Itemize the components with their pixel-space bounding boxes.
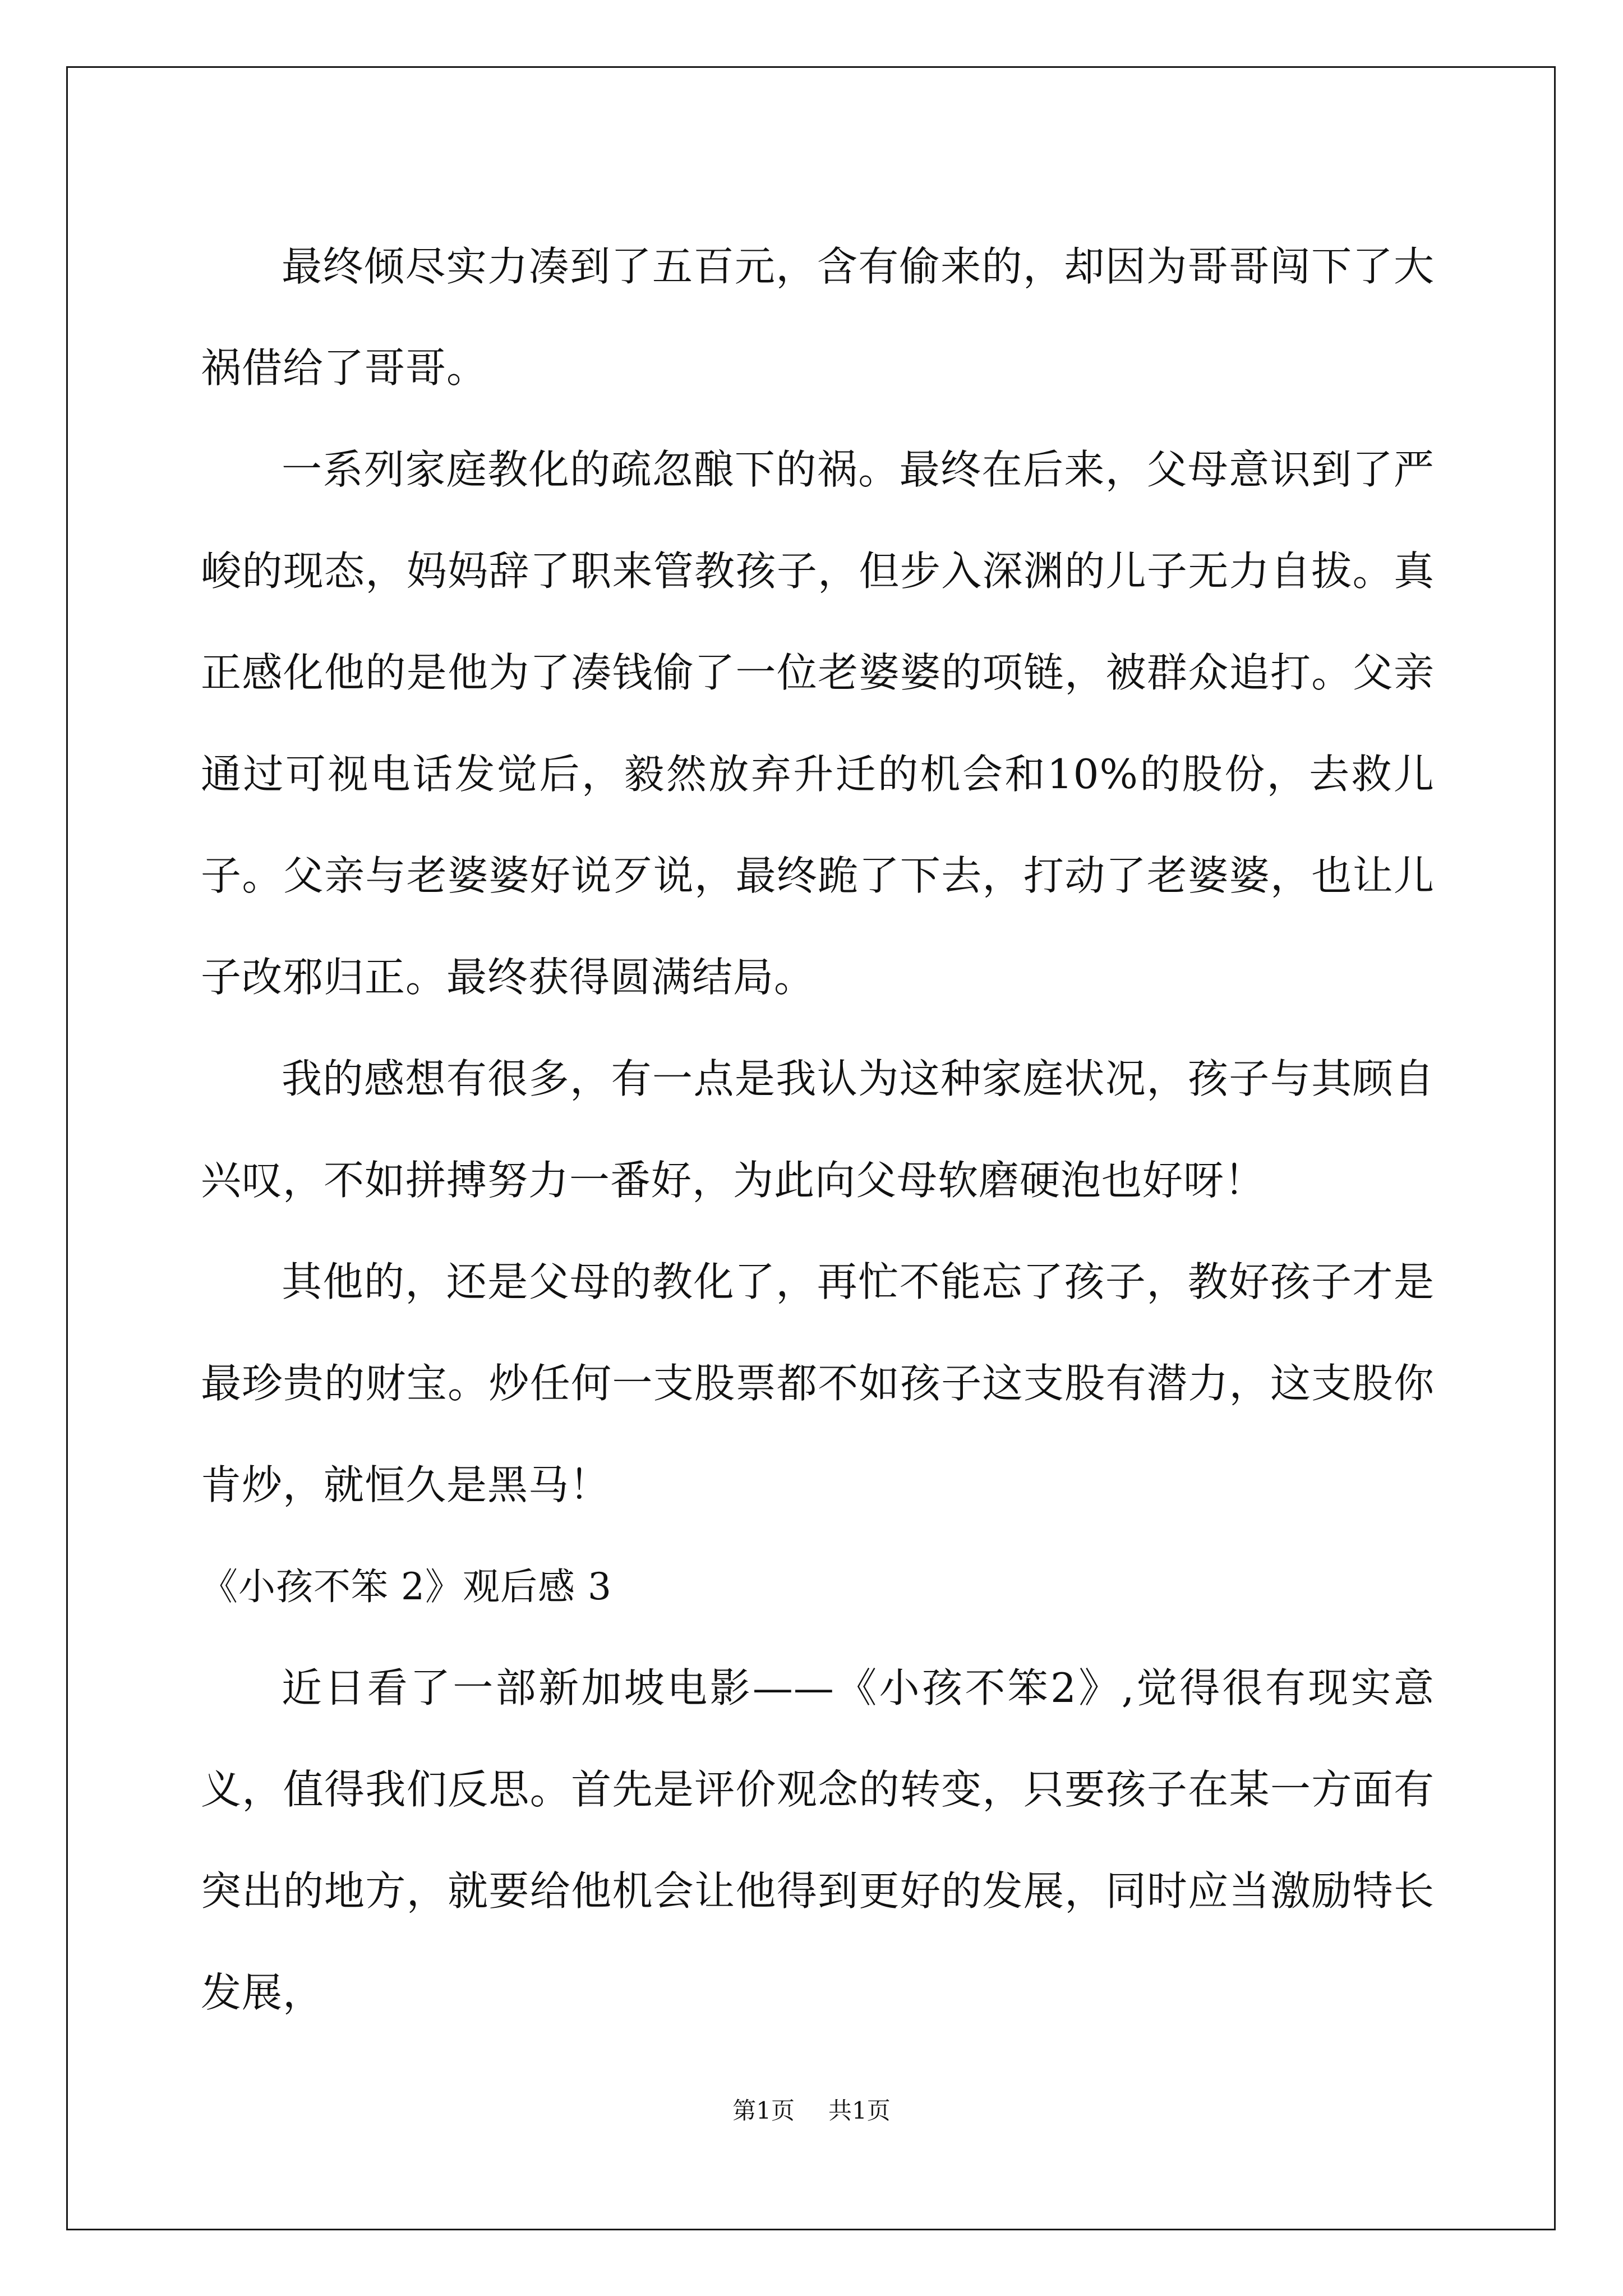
paragraph: 近日看了一部新加坡电影——《小孩不笨2》,觉得很有现实意义，值得我们反思。首先是评价观念的转变，只要孩子在某一方面有突出的地方，就要给他机会让他得到更好的发展，同时应当激励特长发展， bbox=[201, 1664, 1435, 2016]
section-heading: 《小孩不笨 2》观后感 3 bbox=[201, 1565, 612, 1608]
paragraph: 我的感想有很多，有一点是我认为这种家庭状况，孩子与其顾自兴叹，不如拼搏努力一番好，为此向父母软磨硬泡也好呀！ bbox=[201, 1055, 1435, 1204]
page-total: 共1页 bbox=[828, 2097, 891, 2124]
document-body bbox=[201, 216, 1435, 2044]
page-number: 第1页 bbox=[732, 2097, 795, 2124]
paragraph: 最终倾尽实力凑到了五百元，含有偷来的，却因为哥哥闯下了大祸借给了哥哥。 bbox=[201, 243, 1435, 392]
paragraph: 其他的，还是父母的教化了，再忙不能忘了孩子，教好孩子才是最珍贵的财宝。炒任何一支股票都不如孩子这支股有潜力，这支股你肯炒，就恒久是黑马！ bbox=[201, 1258, 1435, 1508]
paragraph: 一系列家庭教化的疏忽酿下的祸。最终在后来，父母意识到了严峻的现态，妈妈辞了职来管教孩子，但步入深渊的儿子无力自拔。真正感化他的是他为了凑钱偷了一位老婆婆的项链，被群众追打。父亲通过可视电话发觉后，毅然放弃升迁的机会和10%的股份，去救儿子。父亲与老婆婆好说歹说，最终跪了下去，打动了老婆婆，也让儿子改邪归正。最终获得圆满结局。 bbox=[201, 446, 1435, 1001]
page-footer bbox=[0, 2092, 1623, 2126]
